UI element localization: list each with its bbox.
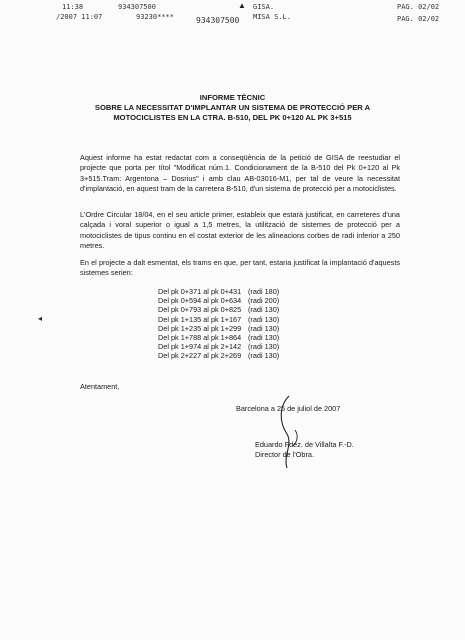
list-item: Del pk 1+974 al pk 2+142 (radi 130) [158,342,280,352]
report-title-line1: INFORME TÈCNIC [199,93,266,102]
fax-line2-page: PAG. 02/02 [397,15,440,23]
paragraph-intro: Aquest informe ha estat redactat com a conseqüència de la petició de GISA de reestudiar el projecte que porta per títol "Modificat núm.1. Condicionament de la B-510 del Pk 0+120 al Pk 3+515.Tram: Argentona – Dosrius" i amb clau AB-03016-M1, per tal de veure la necessitat d'implantació, en aquest tram de la carretera B-510, d'un sistema de protecció per a motociclistes. [80,153,400,194]
closing-text: Atentament, [80,382,120,391]
fax-line1-number: 934307500 [118,3,156,11]
list-item: Del pk 0+371 al pk 0+431 (radi 180) [158,287,280,296]
paragraph-sections: En el projecte a dalt esmentat, els trams en que, per tant, estaria justificat la implantació d'aquests sistemes serien: [80,258,400,278]
fax-line1-sender: GISA. [253,3,275,11]
paragraph-regulation: L'Ordre Circular 18/04, en el seu article primer, estableix que estarà justificat, en carreteres d'una calçada i voral superior o igual a 1,5 metres, la utilització de sistemes de protecció per a motociclistes de tipus continu en el costat exterior de les alineacions corbes de radi inferior a 250 metres. [80,210,400,251]
fax-arrow-icon: ▲ [238,1,246,10]
section-list [158,287,279,361]
fax-line2-date: /2007 11:07 [56,13,103,21]
fax-line2-number: 93230**** [136,13,174,21]
fax-line2-number2: 934307500 [196,16,240,25]
report-title-line2: SOBRE LA NECESSITAT D'IMPLANTAR UN SISTEMA DE PROTECCIÓ PER A [94,103,371,112]
fax-line1-page: PAG. 02/02 [397,3,440,11]
list-item: Del pk 1+788 al pk 1+864 (radi 130) [158,333,280,343]
list-item: Del pk 0+793 al pk 0+825 (radi 130) [158,305,280,315]
margin-mark-icon: ◂ [38,314,43,323]
fax-line1-time: 11:38 [62,3,84,11]
signature-stroke [275,392,315,472]
signatory-name: Eduardo Fdez. de Villalta F.-D. [255,440,354,449]
fax-line2-sender: MISA S.L. [253,13,291,21]
signatory-role: Director de l'Obra. [255,450,314,459]
list-item: Del pk 2+227 al pk 2+269 (radi 130) [158,351,280,361]
place-date: Barcelona a 25 de juliol de 2007 [236,404,341,413]
report-title-line3: MOTOCICLISTES EN LA CTRA. B-510, DEL PK 0+120 AL PK 3+515 [113,113,352,122]
list-item: Del pk 1+135 al pk 1+167 (radi 130) [158,314,280,324]
list-item: Del pk 1+235 al pk 1+299 (radi 130) [158,323,280,333]
report-title [0,93,465,123]
list-item: Del pk 0+594 al pk 0+634 (radi 200) [158,296,280,306]
